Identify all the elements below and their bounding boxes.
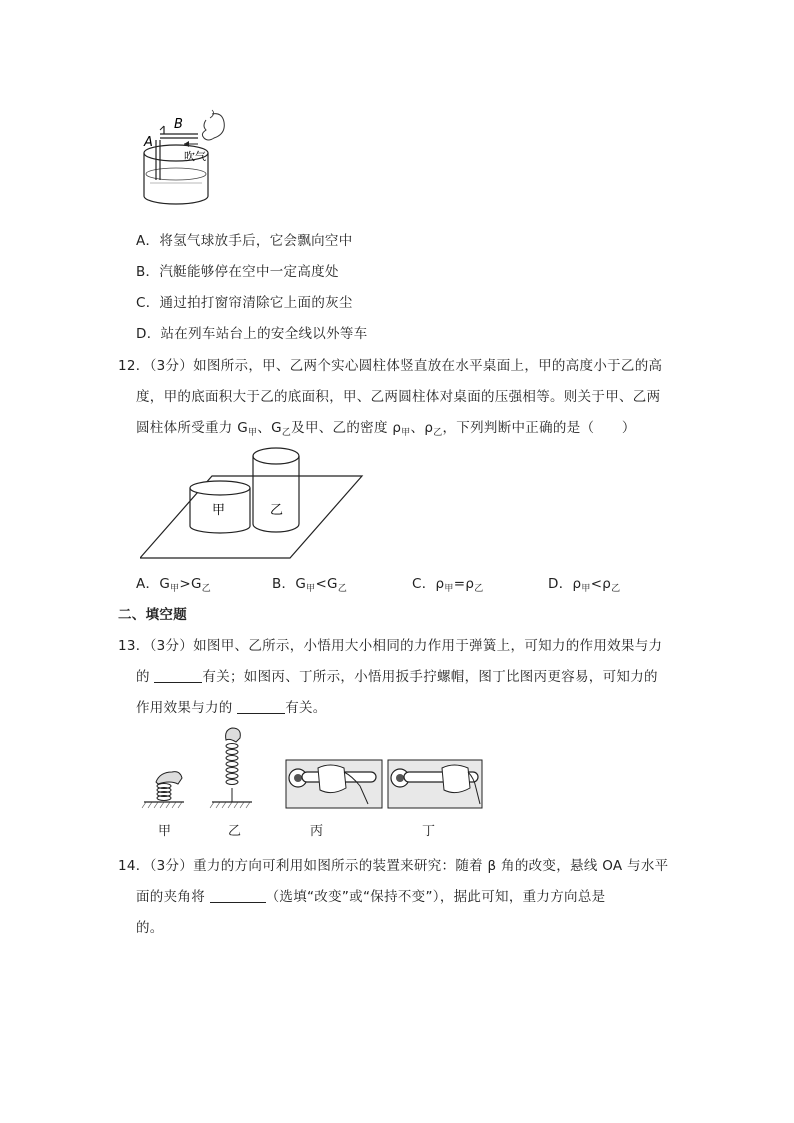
q13-caption-ding: 丁: [422, 824, 436, 839]
q13-caption-jia: 甲: [158, 824, 172, 839]
q13-line-2: 的 有关；如图丙、丁所示，小悟用扳手拧螺帽，图丁比图丙更容易，可知力的: [136, 669, 658, 685]
q12-line-2: 度，甲的底面积大于乙的底面积，甲、乙两圆柱体对桌面的压强相等。则关于甲、乙两: [136, 389, 661, 405]
fig11-label-a: A: [144, 135, 153, 150]
q13-line-3: 作用效果与力的 有关。: [136, 700, 327, 716]
fig11-label-b: B: [174, 117, 183, 132]
fig11-label-blow: 吹气: [184, 150, 206, 163]
q13-blank-1[interactable]: [154, 670, 202, 683]
q14-line-3: 的。: [136, 920, 164, 936]
q12-line-1: 12．（3分）如图所示，甲、乙两个实心圆柱体竖直放在水平桌面上，甲的高度小于乙的高: [118, 358, 663, 374]
q14-line-2: 面的夹角将 （选填“改变”或“保持不变”），据此可知，重力方向总是: [136, 889, 606, 905]
q11-option-b: B．汽艇能够停在空中一定高度处: [136, 264, 339, 280]
q13-blank-2[interactable]: [237, 701, 285, 714]
q11-option-d: D．站在列车站台上的安全线以外等车: [136, 326, 368, 342]
q12-fig-label-yi: 乙: [270, 503, 284, 518]
q12-option-b: B．$G_甲<G_乙$: [272, 576, 348, 594]
q13-figure: [140, 726, 490, 812]
q12-fig-label-jia: 甲: [212, 503, 226, 518]
q14-line-1: 14．（3分）重力的方向可利用如图所示的装置来研究：随着 β 角的改变，悬线 OA 与水平: [118, 858, 669, 874]
section-title-fill-blank: 二、填空题: [118, 607, 187, 623]
q13-caption-yi: 乙: [228, 824, 242, 839]
q11-figure: [136, 108, 236, 213]
q12-line-3: 圆柱体所受重力 $G_甲$、$G_乙$及甲、乙的密度 $\rho_甲$、$\rho_乙$，下列判断中正确的是（ ）: [136, 420, 636, 438]
q14-blank-1[interactable]: [210, 890, 266, 903]
q13-caption-bing: 丙: [310, 824, 324, 839]
q12-option-d: D．$\rho_甲<\rho_乙$: [548, 576, 621, 594]
q11-option-a: A．将氢气球放手后，它会飘向空中: [136, 233, 353, 249]
q12-option-a: A．$G_甲>G_乙$: [136, 576, 212, 594]
q12-figure: [140, 440, 370, 562]
q11-option-c: C．通过拍打窗帘清除它上面的灰尘: [136, 295, 353, 311]
q13-line-1: 13．（3分）如图甲、乙所示，小悟用大小相同的力作用于弹簧上，可知力的作用效果与力: [118, 638, 663, 654]
q12-option-c: C．$\rho_甲=\rho_乙$: [412, 576, 484, 594]
